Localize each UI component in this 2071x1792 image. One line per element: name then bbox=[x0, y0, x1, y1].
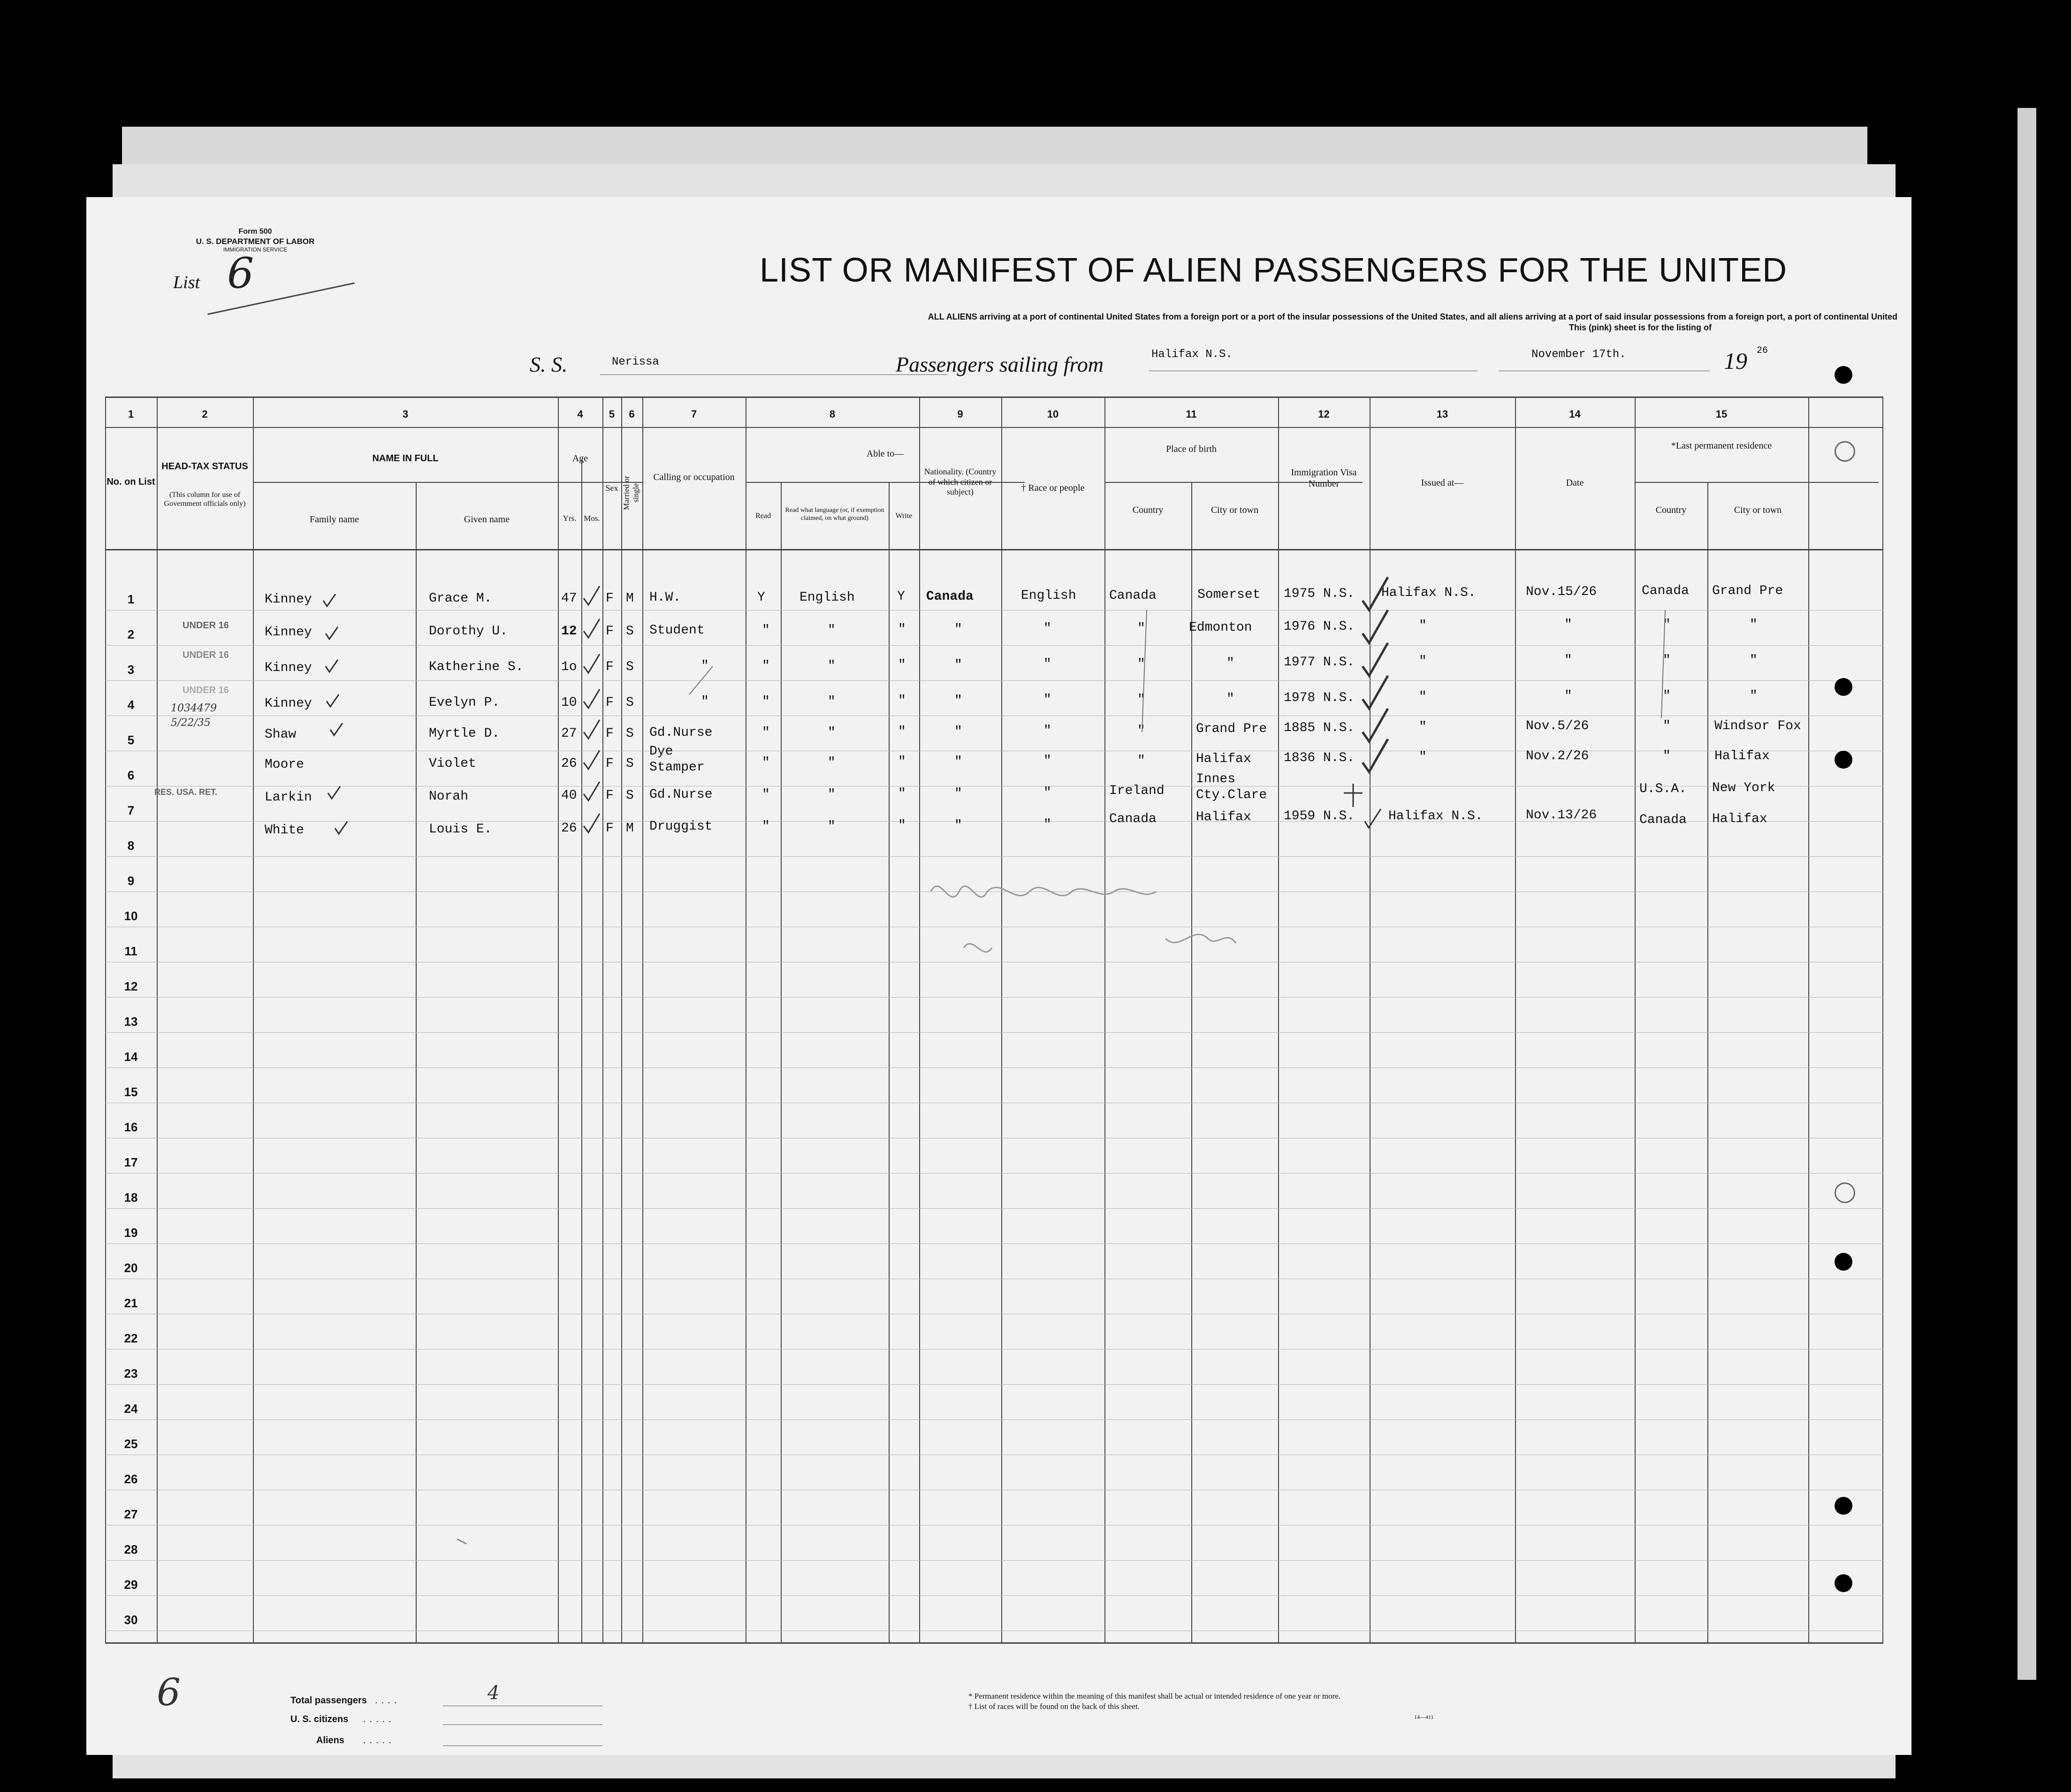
row-6-lang: " bbox=[828, 755, 836, 770]
row-number: 8 bbox=[127, 839, 135, 853]
binder-hole-icon bbox=[1835, 1497, 1852, 1515]
row-7-family: Larkin bbox=[265, 790, 312, 805]
manifest-sheet bbox=[86, 197, 1911, 1755]
row-number: 22 bbox=[124, 1331, 138, 1345]
check-mark-icon bbox=[1363, 643, 1388, 676]
binder-hole-icon bbox=[1835, 751, 1852, 769]
row-1-rcountry: Canada bbox=[1642, 584, 1689, 598]
row-8-write: " bbox=[898, 818, 906, 833]
check-mark-icon bbox=[323, 594, 335, 606]
row-number: 2 bbox=[127, 627, 135, 641]
row-5-nat: " bbox=[954, 724, 962, 739]
row-4-sex: F bbox=[606, 695, 614, 710]
department: U. S. DEPARTMENT OF LABOR bbox=[196, 237, 315, 246]
row-1-ms: M bbox=[626, 591, 634, 606]
tick-stroke bbox=[457, 1539, 466, 1544]
header-yrs: Yrs. bbox=[563, 514, 577, 523]
header-visa: Immigration Visa Number bbox=[1291, 467, 1357, 489]
row-3-race: " bbox=[1043, 657, 1051, 671]
row-4-tax: UNDER 16 bbox=[183, 685, 229, 695]
row-4-bcountry: " bbox=[1137, 693, 1145, 707]
row-3-tax: UNDER 16 bbox=[183, 650, 229, 660]
row-1-occ: H.W. bbox=[649, 590, 681, 605]
header-place-of-birth: Place of birth bbox=[1166, 444, 1217, 454]
row-2-sex: F bbox=[606, 624, 614, 639]
row-8-given: Louis E. bbox=[429, 822, 492, 837]
row-3-sex: F bbox=[606, 660, 614, 674]
check-mark-icon bbox=[1363, 739, 1388, 772]
row-number: 17 bbox=[124, 1155, 138, 1169]
row-8-bcountry: Canada bbox=[1109, 812, 1157, 826]
row-1-sex: F bbox=[606, 591, 614, 606]
header-sex: Sex bbox=[605, 483, 618, 493]
binder-hole-icon bbox=[1835, 1574, 1852, 1592]
row-6-write: " bbox=[898, 755, 906, 769]
row-7-bcountry: Ireland bbox=[1109, 784, 1165, 798]
row-6-ms: S bbox=[626, 756, 634, 771]
row-number: 27 bbox=[124, 1507, 138, 1521]
sailing-label: Passengers sailing from bbox=[896, 352, 1104, 376]
row-6-rcountry: " bbox=[1663, 749, 1671, 763]
row-6-read: " bbox=[762, 755, 770, 770]
row-8-read: " bbox=[762, 819, 770, 834]
check-mark-icon bbox=[326, 660, 338, 672]
handwritten-marks bbox=[86, 197, 1911, 1755]
row-3-bcity: " bbox=[1226, 656, 1234, 671]
row-5-occ: Gd.Nurse bbox=[649, 725, 713, 740]
row-number: 29 bbox=[124, 1578, 138, 1592]
header-issued-at: Issued at— bbox=[1421, 478, 1464, 488]
check-mark-icon bbox=[584, 586, 600, 605]
row-5-bcountry: " bbox=[1137, 724, 1145, 738]
signature-scribble bbox=[931, 886, 1156, 897]
row-1-yrs: 47 bbox=[561, 591, 577, 606]
row-8-issued: Halifax N.S. bbox=[1388, 809, 1483, 824]
check-mark-icon bbox=[335, 822, 347, 834]
row-5-rcountry: " bbox=[1663, 719, 1671, 733]
check-mark-icon bbox=[327, 694, 339, 707]
row-5-sex: F bbox=[606, 726, 614, 741]
row-7-given: Norah bbox=[429, 789, 469, 804]
col-num-4: 4 bbox=[577, 408, 583, 420]
row-3-lang: " bbox=[828, 659, 836, 673]
row-5-write: " bbox=[898, 724, 906, 739]
row-1-bcity: Somerset bbox=[1197, 587, 1261, 602]
check-mark-icon bbox=[1363, 610, 1388, 643]
col-num-13: 13 bbox=[1436, 408, 1448, 420]
header-res-city: City or town bbox=[1734, 505, 1782, 515]
row-1-visa: 1975 N.S. bbox=[1284, 587, 1355, 601]
row-6-bcountry: " bbox=[1137, 754, 1145, 768]
us-citizens-label: U. S. citizens bbox=[290, 1714, 349, 1724]
row-2-issued: " bbox=[1419, 618, 1427, 633]
row-2-date: " bbox=[1564, 618, 1572, 632]
row-2-rcity: " bbox=[1750, 618, 1758, 632]
row-8-ms: M bbox=[626, 821, 634, 836]
header-able-to: Able to— bbox=[866, 449, 904, 459]
header-head-tax: HEAD-TAX STATUS bbox=[161, 461, 248, 472]
row-8-rcountry: Canada bbox=[1639, 813, 1687, 827]
row-6-bcity: Halifax bbox=[1196, 752, 1251, 766]
ditto-stroke bbox=[1142, 610, 1147, 732]
row-4-lang: " bbox=[828, 694, 836, 709]
row-8-date: Nov.13/26 bbox=[1526, 808, 1597, 823]
row-6-date: Nov.2/26 bbox=[1526, 749, 1589, 763]
row-2-write: " bbox=[898, 622, 906, 637]
row-4-family: Kinney bbox=[265, 696, 312, 711]
row-number: 10 bbox=[124, 909, 138, 923]
row-7-nat: " bbox=[954, 786, 962, 801]
header-last-residence: *Last permanent residence bbox=[1671, 441, 1772, 451]
col-num-2: 2 bbox=[202, 408, 208, 420]
row-6-given: Violet bbox=[429, 756, 476, 771]
binder-hole-icon bbox=[1835, 366, 1852, 384]
row-6-sex: F bbox=[606, 756, 614, 771]
row-8-nat: " bbox=[954, 818, 962, 833]
row-number: 5 bbox=[127, 733, 135, 747]
row-1-read: Y bbox=[757, 590, 765, 605]
row-2-yrs: 12 bbox=[561, 624, 577, 639]
row-number: 28 bbox=[124, 1542, 138, 1556]
row-4-ms: S bbox=[626, 695, 634, 710]
row-3-rcountry: " bbox=[1663, 653, 1671, 668]
check-mark-icon bbox=[584, 689, 600, 708]
col-num-8: 8 bbox=[829, 408, 836, 420]
header-read-lang: Read what language (or, if exemption claimed, on what ground) bbox=[785, 507, 884, 522]
row-8-occ: Druggist bbox=[649, 819, 713, 834]
row-6-race: " bbox=[1043, 754, 1051, 768]
header-head-tax-note: (This column for use of Government officials only) bbox=[164, 491, 246, 508]
col-num-1: 1 bbox=[128, 408, 134, 420]
row-number: 7 bbox=[127, 803, 135, 817]
row-4-read: " bbox=[762, 694, 770, 709]
row-4-write: " bbox=[898, 694, 906, 708]
header-mos: Mos. bbox=[584, 514, 600, 523]
col-num-9: 9 bbox=[957, 408, 963, 420]
row-1-lang: English bbox=[799, 590, 855, 605]
header-calling: Calling or occupation bbox=[653, 472, 735, 482]
adjacent-page-edge bbox=[2018, 108, 2036, 1680]
row-1-family: Kinney bbox=[265, 592, 312, 607]
us-citizens-line bbox=[443, 1724, 602, 1725]
row-6-visa: 1836 N.S. bbox=[1284, 751, 1355, 765]
row-5-race: " bbox=[1043, 724, 1051, 738]
binder-hole-icon bbox=[1835, 441, 1855, 462]
row-2-nat: " bbox=[954, 622, 962, 637]
row-1-nat: Canada bbox=[926, 589, 974, 604]
header-race: † Race or people bbox=[1021, 483, 1085, 493]
row-2-tax: UNDER 16 bbox=[183, 620, 229, 631]
row-7-write: " bbox=[898, 786, 906, 801]
col-num-12: 12 bbox=[1318, 408, 1330, 420]
row-number: 15 bbox=[124, 1085, 138, 1099]
row-2-bcountry: " bbox=[1137, 621, 1145, 636]
row-4-visa: 1978 N.S. bbox=[1284, 691, 1355, 705]
ship-name: Nerissa bbox=[612, 356, 659, 368]
header-family-name: Family name bbox=[310, 514, 359, 525]
row-4-date: " bbox=[1564, 689, 1572, 703]
row-5-family: Shaw bbox=[265, 727, 297, 742]
row-3-visa: 1977 N.S. bbox=[1284, 655, 1355, 670]
header-nationality: Nationality. (Country of which citizen or subject) bbox=[924, 467, 997, 497]
row-5-bcity: Grand Pre bbox=[1196, 722, 1267, 736]
check-mark-icon bbox=[1363, 577, 1388, 610]
manifest-subtitle-2: This (pink) sheet is for the listing of bbox=[1569, 323, 1712, 332]
check-mark-icon bbox=[584, 720, 600, 739]
row-8-rcity: Halifax bbox=[1712, 812, 1767, 826]
ditto-stroke bbox=[1661, 610, 1665, 718]
row-3-read: " bbox=[762, 659, 770, 673]
col-num-7: 7 bbox=[691, 408, 697, 420]
row-number: 26 bbox=[124, 1472, 138, 1486]
row-4-rcountry: " bbox=[1663, 689, 1671, 703]
row-3-given: Katherine S. bbox=[429, 660, 524, 674]
row-number: 19 bbox=[124, 1226, 138, 1240]
row-3-family: Kinney bbox=[265, 661, 312, 675]
row-3-rcity: " bbox=[1750, 653, 1758, 668]
row-5-rcity: Windsor Fox bbox=[1714, 719, 1801, 733]
check-mark-icon bbox=[330, 723, 343, 735]
header-no-on-list: No. on List bbox=[107, 477, 155, 487]
row-8-bcity: Halifax bbox=[1196, 810, 1251, 824]
row-6-family: Moore bbox=[265, 757, 305, 772]
row-4-bcity: " bbox=[1226, 692, 1234, 706]
row-6-rcity: Halifax bbox=[1714, 749, 1770, 763]
row-number: 11 bbox=[124, 944, 137, 958]
binder-hole-icon bbox=[1835, 1182, 1855, 1203]
manifest-subtitle-1: ALL ALIENS arriving at a port of continental United States from a foreign port or a port of the insular possessions of the United States, and all aliens arriving at a port of said insular possessions from a foreign port, a port of continental United bbox=[928, 312, 1897, 321]
header-married: Married or single bbox=[622, 475, 640, 510]
row-number: 24 bbox=[124, 1402, 138, 1416]
row-5-yrs: 27 bbox=[561, 726, 577, 741]
row-4-yrs: 10 bbox=[561, 695, 577, 710]
check-mark-icon bbox=[584, 750, 600, 769]
row-2-given: Dorothy U. bbox=[429, 624, 508, 639]
col-num-5: 5 bbox=[609, 408, 615, 420]
row-2-bcity: Edmonton bbox=[1189, 620, 1252, 635]
row-3-nat: " bbox=[954, 658, 962, 672]
check-mark-icon bbox=[584, 782, 600, 801]
row-number: 23 bbox=[124, 1366, 138, 1380]
row-7-ms: S bbox=[626, 788, 634, 803]
row-5-tax: 1034479 5/22/35 bbox=[171, 702, 217, 729]
row-8-family: White bbox=[265, 823, 305, 838]
footnote-residence: * Permanent residence within the meaning of this manifest shall be actual or intended residence of one year or more. bbox=[968, 1692, 1341, 1700]
row-4-given: Evelyn P. bbox=[429, 695, 500, 710]
check-mark-icon bbox=[584, 654, 600, 673]
header-birth-city: City or town bbox=[1211, 505, 1259, 515]
aliens-dots: ..... bbox=[363, 1735, 395, 1746]
row-number: 18 bbox=[124, 1190, 138, 1205]
row-number: 3 bbox=[127, 663, 135, 677]
row-number: 1 bbox=[127, 592, 135, 606]
total-passengers-value: 4 bbox=[487, 1682, 500, 1704]
total-passengers-label: Total passengers bbox=[290, 1695, 367, 1706]
row-3-date: " bbox=[1564, 653, 1572, 668]
row-8-lang: " bbox=[828, 819, 836, 834]
tick-stroke bbox=[689, 666, 713, 694]
row-number: 21 bbox=[124, 1296, 138, 1310]
cross-mark-icon bbox=[1344, 784, 1363, 807]
aliens-label: Aliens bbox=[316, 1735, 345, 1746]
sailing-port: Halifax N.S. bbox=[1151, 348, 1233, 361]
header-name-in-full: NAME IN FULL bbox=[372, 453, 439, 464]
row-2-visa: 1976 N.S. bbox=[1284, 619, 1355, 634]
col-num-15: 15 bbox=[1715, 408, 1728, 420]
row-7-sex: F bbox=[606, 788, 614, 803]
row-1-write: Y bbox=[897, 589, 905, 604]
row-4-issued: " bbox=[1419, 690, 1427, 704]
service: IMMIGRATION SERVICE bbox=[223, 246, 288, 253]
row-2-ms: S bbox=[626, 624, 634, 639]
header-res-country: Country bbox=[1655, 505, 1687, 515]
header-read: Read bbox=[755, 512, 771, 520]
list-label: List bbox=[173, 273, 200, 292]
row-1-given: Grace M. bbox=[429, 591, 492, 606]
row-7-occ: Gd.Nurse bbox=[649, 787, 713, 802]
row-3-bcountry: " bbox=[1137, 657, 1145, 671]
header-birth-country: Country bbox=[1132, 505, 1164, 515]
row-6-nat: " bbox=[954, 755, 962, 769]
col-num-10: 10 bbox=[1047, 408, 1059, 420]
row-6-yrs: 26 bbox=[561, 756, 577, 771]
row-2-read: " bbox=[762, 623, 770, 638]
row-4-nat: " bbox=[954, 694, 962, 708]
col-num-3: 3 bbox=[402, 408, 409, 420]
row-2-occ: Student bbox=[649, 623, 705, 638]
header-date: Date bbox=[1566, 478, 1584, 488]
signature-scribble bbox=[964, 934, 1236, 952]
row-5-issued: " bbox=[1419, 720, 1427, 734]
row-3-ms: S bbox=[626, 660, 634, 674]
row-7-yrs: 40 bbox=[561, 788, 577, 803]
row-number: 14 bbox=[124, 1050, 138, 1064]
row-7-bcity: Innes Cty.Clare bbox=[1196, 772, 1267, 802]
row-4-rcity: " bbox=[1750, 689, 1758, 703]
row-8-sex: F bbox=[606, 821, 614, 836]
sailing-date: November 17th. bbox=[1531, 348, 1626, 361]
row-8-visa: 1959 N.S. bbox=[1284, 809, 1355, 824]
check-mark-icon bbox=[584, 619, 600, 638]
row-2-lang: " bbox=[828, 623, 836, 638]
check-mark-icon bbox=[326, 627, 338, 639]
row-7-read: " bbox=[762, 787, 770, 802]
header-age: Age bbox=[572, 453, 588, 464]
row-number: 12 bbox=[124, 979, 138, 993]
check-mark-icon bbox=[1363, 676, 1388, 709]
row-1-date: Nov.15/26 bbox=[1526, 585, 1597, 599]
check-mark-icon bbox=[1363, 709, 1388, 741]
row-3-issued: " bbox=[1419, 654, 1427, 669]
total-passengers-dots: .... bbox=[375, 1695, 401, 1706]
col-num-11: 11 bbox=[1186, 408, 1197, 420]
row-4-occ: " bbox=[701, 694, 709, 709]
binder-hole-icon bbox=[1835, 1253, 1852, 1271]
check-mark-icon bbox=[1365, 809, 1381, 828]
manifest-title: LIST OR MANIFEST OF ALIEN PASSENGERS FOR THE UNITED bbox=[760, 252, 1788, 289]
us-citizens-dots: ..... bbox=[363, 1714, 395, 1724]
row-7-rcity: New York bbox=[1712, 781, 1775, 795]
row-number: 30 bbox=[124, 1613, 138, 1627]
binder-hole-icon bbox=[1835, 678, 1852, 696]
year-prefix: 19 bbox=[1724, 348, 1747, 374]
row-number: 6 bbox=[127, 768, 135, 782]
check-mark-icon bbox=[584, 814, 600, 832]
row-number: 25 bbox=[124, 1437, 138, 1451]
row-5-lang: " bbox=[828, 725, 836, 740]
row-5-given: Myrtle D. bbox=[429, 726, 500, 741]
check-mark-icon bbox=[328, 786, 340, 799]
col-num-14: 14 bbox=[1569, 408, 1581, 420]
row-7-lang: " bbox=[828, 787, 836, 802]
header-write: Write bbox=[895, 512, 913, 520]
row-1-rcity: Grand Pre bbox=[1712, 584, 1783, 598]
row-5-ms: S bbox=[626, 726, 634, 741]
row-number: 16 bbox=[124, 1120, 138, 1134]
row-2-rcountry: " bbox=[1663, 618, 1671, 632]
row-3-occ: " bbox=[701, 659, 709, 673]
row-7-tax: RES. USA. RET. bbox=[154, 787, 218, 797]
row-6-occ: Dye Stamper bbox=[649, 744, 705, 775]
row-3-write: " bbox=[898, 658, 906, 672]
row-7-race: " bbox=[1043, 785, 1051, 800]
row-5-date: Nov.5/26 bbox=[1526, 719, 1589, 733]
header-given-name: Given name bbox=[464, 514, 510, 525]
row-number: 4 bbox=[127, 698, 135, 712]
row-number: 13 bbox=[124, 1014, 138, 1029]
row-number: 20 bbox=[124, 1261, 138, 1275]
row-1-bcountry: Canada bbox=[1109, 588, 1157, 603]
row-2-family: Kinney bbox=[265, 625, 312, 640]
ss-label: S. S. bbox=[530, 352, 568, 376]
row-5-visa: 1885 N.S. bbox=[1284, 721, 1355, 735]
row-number: 9 bbox=[127, 874, 135, 888]
row-8-yrs: 26 bbox=[561, 821, 577, 836]
row-8-race: " bbox=[1043, 817, 1051, 832]
row-7-rcountry: U.S.A. bbox=[1639, 782, 1687, 796]
sheet-mark: 6 bbox=[157, 1670, 181, 1714]
row-1-race: English bbox=[1021, 588, 1076, 603]
list-number: 6 bbox=[227, 249, 254, 298]
row-1-issued: Halifax N.S. bbox=[1381, 586, 1476, 600]
row-2-race: " bbox=[1043, 621, 1051, 636]
year-suffix: 26 bbox=[1757, 345, 1768, 356]
row-5-read: " bbox=[762, 725, 770, 740]
row-4-race: " bbox=[1043, 693, 1051, 707]
footer-form-code: 14—411 bbox=[1414, 1714, 1434, 1720]
footnote-races: † List of races will be found on the back of this sheet. bbox=[968, 1702, 1140, 1711]
col-num-6: 6 bbox=[629, 408, 635, 420]
row-6-issued: " bbox=[1419, 750, 1427, 764]
row-3-yrs: 1o bbox=[561, 660, 577, 674]
form-number: Form 500 bbox=[238, 228, 272, 236]
